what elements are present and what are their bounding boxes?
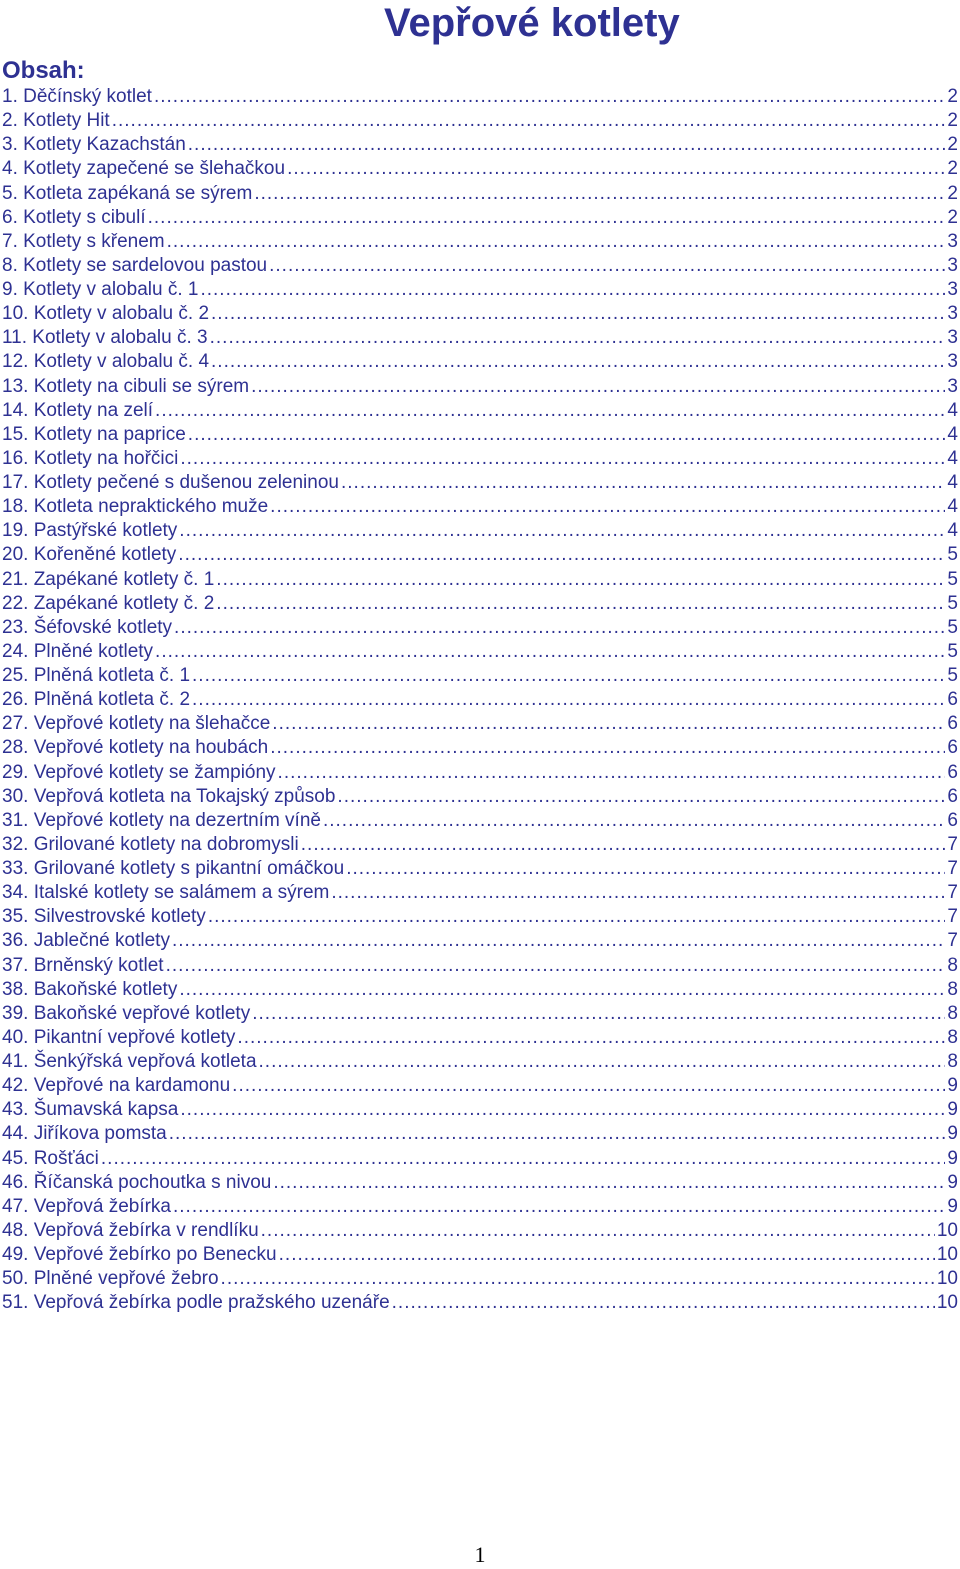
dot-leader [232,1075,945,1097]
toc-entry-label: 4. Kotlety zapečené se šlehačkou [2,158,286,180]
dot-leader [341,472,945,494]
toc-entry-page: 9 [947,1171,958,1193]
toc-entry-label: 6. Kotlety s cibulí [2,206,146,228]
dot-leader [155,641,945,663]
toc-entry-label: 20. Kořeněné kotlety [2,544,177,566]
dot-leader [254,183,945,205]
toc-entry[interactable] [2,1027,958,1051]
dot-leader [261,1220,935,1242]
dot-leader [112,110,946,132]
toc-entry-label: 23. Šéfovské kotlety [2,616,173,638]
toc-entry-label: 7. Kotlety s křenem [2,230,165,252]
toc-entry-label: 34. Italské kotlety se salámem a sýrem [2,882,330,904]
dot-leader [208,906,946,928]
toc-entry[interactable] [2,1003,958,1027]
toc-entry[interactable] [2,424,958,448]
toc-entry-page: 5 [947,640,958,662]
toc-entry-page: 10 [936,1219,958,1241]
toc-entry-label: 3. Kotlety Kazachstán [2,134,186,156]
toc-entry-label: 14. Kotlety na zelí [2,399,154,421]
toc-entry-page: 3 [947,327,958,349]
toc-entry-label: 42. Vepřové na kardamonu [2,1075,231,1097]
toc-entry[interactable] [2,834,958,858]
toc-entry[interactable] [2,1268,958,1292]
toc-entry-page: 8 [947,1051,958,1072]
toc-entry-page: 4 [947,472,958,493]
dot-leader [174,617,945,639]
toc-entry-label: 39. Bakoňské vepřové kotlety [2,1002,251,1024]
dot-leader [237,1027,945,1049]
toc-entry-page: 3 [947,351,958,373]
toc-entry[interactable] [2,472,958,496]
dot-leader [279,1244,935,1266]
toc-entry-page: 5 [947,616,958,638]
toc-entry-page: 2 [947,86,958,107]
dot-leader [269,255,945,277]
toc-entry-label: 43. Šumavská kapsa [2,1099,179,1121]
toc-entry[interactable] [2,134,958,158]
toc-entry[interactable] [2,713,958,737]
dot-leader [154,86,945,108]
toc-entry-page: 3 [947,230,958,252]
toc-entry[interactable] [2,930,958,954]
toc-entry[interactable] [2,762,958,786]
toc-entry-page: 8 [947,954,958,976]
toc-entry[interactable] [2,1244,958,1268]
dot-leader [148,207,946,229]
toc-entry-label: 44. Jiříkova pomsta [2,1123,167,1145]
toc-entry-page: 6 [947,785,958,807]
toc-entry[interactable] [2,255,958,279]
toc-entry-page: 9 [947,1075,958,1097]
dot-leader [167,231,946,253]
dot-leader [392,1292,935,1314]
toc-entry-label: 36. Jablečné kotlety [2,930,170,952]
toc-entry-label: 35. Silvestrovské kotlety [2,906,206,928]
toc-entry-page: 6 [947,737,958,759]
toc-entry[interactable] [2,979,958,1003]
toc-entry-page: 6 [947,809,958,831]
toc-entry-page: 10 [936,1292,958,1314]
toc-entry-label: 8. Kotlety se sardelovou pastou [2,254,268,276]
toc-entry[interactable] [2,448,958,472]
dot-leader [166,955,946,977]
toc-entry-label: 50. Plněné vepřové žebro [2,1268,219,1290]
dot-leader [101,1148,946,1170]
toc-entry[interactable] [2,1172,958,1196]
toc-entry[interactable] [2,1075,958,1099]
dot-leader [155,400,945,422]
toc-entry-label: 9. Kotlety v alobalu č. 1 [2,279,199,300]
toc-entry-label: 46. Říčanská pochoutka s nivou [2,1171,272,1193]
toc-entry-page: 3 [947,375,958,397]
toc-entry-page: 4 [947,399,958,421]
toc-entry-page: 4 [947,447,958,469]
toc-entry-label: 15. Kotlety na paprice [2,423,186,445]
dot-leader [169,1123,946,1145]
toc-entry[interactable] [2,303,958,327]
toc-entry-page: 8 [947,978,958,1000]
toc-entry[interactable] [2,569,958,593]
toc-entry-label: 51. Vepřová žebírka podle pražského uzenáře [2,1292,390,1314]
toc-entry-label: 21. Zapékané kotlety č. 1 [2,568,215,590]
toc-entry-label: 26. Plněná kotleta č. 2 [2,689,191,711]
toc-entry-page: 7 [947,930,958,952]
toc-entry[interactable] [2,858,958,882]
toc-entry-page: 2 [947,206,958,228]
toc-entry[interactable] [2,786,958,810]
toc-heading: Obsah: [2,57,85,84]
dot-leader [188,424,946,446]
toc-entry[interactable] [2,544,958,568]
toc-entry-label: 25. Plněná kotleta č. 1 [2,665,191,686]
dot-leader [251,376,945,398]
dot-leader [221,1268,935,1290]
toc-entry-label: 45. Rošťáci [2,1147,99,1169]
toc-entry[interactable] [2,183,958,207]
toc-entry-page: 4 [947,520,958,542]
toc-entry[interactable] [2,520,958,544]
dot-leader [179,979,945,1001]
toc-entry[interactable] [2,617,958,641]
toc-entry[interactable] [2,1051,958,1075]
toc-entry[interactable] [2,689,958,713]
dot-leader [252,1003,945,1025]
dot-leader [287,158,945,180]
toc-entry-label: 17. Kotlety pečené s dušenou zeleninou [2,472,339,493]
toc-entry-label: 13. Kotlety na cibuli se sýrem [2,375,250,397]
dot-leader [211,351,945,373]
toc-entry-page: 8 [947,1002,958,1024]
dot-leader [188,134,946,156]
dot-leader [180,448,945,470]
toc-entry-label: 16. Kotlety na hořčici [2,447,179,469]
toc-entry-page: 6 [947,689,958,711]
toc-entry-page: 8 [947,1026,958,1048]
dot-leader [180,1099,945,1121]
toc-entry[interactable] [2,810,958,834]
dot-leader [346,858,945,880]
toc-entry[interactable] [2,1220,958,1244]
toc-entry-label: 27. Vepřové kotlety na šlehačce [2,713,271,735]
toc-entry-page: 9 [947,1123,958,1145]
toc-entry-page: 10 [936,1244,958,1265]
dot-leader [331,882,945,904]
dot-leader [216,593,945,615]
toc-entry[interactable] [2,1196,958,1220]
toc-entry-label: 2. Kotlety Hit [2,110,110,132]
toc-entry[interactable] [2,207,958,231]
toc-entry-label: 1. Děčínský kotlet [2,86,152,107]
toc-entry[interactable] [2,1123,958,1147]
toc-entry-label: 48. Vepřová žebírka v rendlíku [2,1219,259,1241]
toc-entry-page: 3 [947,303,958,325]
dot-leader [192,689,945,711]
dot-leader [337,786,945,808]
toc-entry-label: 28. Vepřové kotlety na houbách [2,737,269,759]
toc-entry-label: 29. Vepřové kotlety se žampióny [2,761,276,783]
toc-entry[interactable] [2,158,958,182]
dot-leader [192,665,945,687]
toc-entry-page: 2 [947,134,958,156]
toc-entry-page: 2 [947,110,958,132]
dot-leader [211,303,945,325]
toc-entry[interactable] [2,86,958,110]
toc-entry-page: 3 [947,279,958,300]
toc-entry-label: 22. Zapékané kotlety č. 2 [2,592,215,614]
toc-entry-page: 5 [947,568,958,590]
dot-leader [323,810,945,832]
toc-entry-label: 47. Vepřová žebírka [2,1195,171,1217]
toc-entry-page: 7 [947,906,958,928]
toc-entry[interactable] [2,737,958,761]
toc-entry-label: 37. Brněnský kotlet [2,954,164,976]
dot-leader [173,1196,945,1218]
toc-entry-label: 49. Vepřové žebírko po Benecku [2,1244,277,1265]
toc-entry-label: 38. Bakoňské kotlety [2,978,178,1000]
toc-entry-page: 7 [947,882,958,904]
toc-entry-label: 30. Vepřová kotleta na Tokajský způsob [2,785,336,807]
toc-entry-page: 6 [947,761,958,783]
table-of-contents [2,86,958,1316]
toc-entry[interactable] [2,496,958,520]
toc-entry-label: 41. Šenkýřská vepřová kotleta [2,1051,257,1072]
toc-entry-page: 5 [947,665,958,686]
dot-leader [270,737,945,759]
toc-entry[interactable] [2,1148,958,1172]
toc-entry-page: 10 [936,1268,958,1290]
document-title: Vepřové kotlety [384,1,680,45]
toc-entry[interactable] [2,641,958,665]
toc-entry-page: 2 [947,158,958,180]
dot-leader [270,496,945,518]
dot-leader [272,713,945,735]
dot-leader [278,762,946,784]
toc-entry-label: 24. Plněné kotlety [2,640,154,662]
dot-leader [259,1051,946,1073]
toc-entry[interactable] [2,665,958,689]
toc-entry-label: 5. Kotleta zapékaná se sýrem [2,182,253,204]
toc-entry[interactable] [2,1292,958,1316]
toc-entry-label: 12. Kotlety v alobalu č. 4 [2,351,210,373]
toc-entry-label: 31. Vepřové kotlety na dezertním víně [2,809,321,831]
toc-entry[interactable] [2,593,958,617]
toc-entry-page: 6 [947,713,958,735]
page-number: 1 [474,1542,486,1567]
toc-entry[interactable] [2,110,958,134]
dot-leader [273,1172,945,1194]
dot-leader [216,569,945,591]
toc-entry-page: 9 [947,1147,958,1169]
toc-entry[interactable] [2,279,958,303]
toc-entry[interactable] [2,351,958,375]
dot-leader [179,520,945,542]
toc-entry[interactable] [2,327,958,351]
toc-entry[interactable] [2,1099,958,1123]
toc-entry-label: 40. Pikantní vepřové kotlety [2,1026,236,1048]
toc-entry-page: 7 [947,858,958,879]
toc-entry[interactable] [2,955,958,979]
toc-entry[interactable] [2,231,958,255]
toc-entry-page: 4 [947,423,958,445]
toc-entry[interactable] [2,906,958,930]
toc-entry-page: 9 [947,1195,958,1217]
dot-leader [172,930,945,952]
toc-entry-label: 10. Kotlety v alobalu č. 2 [2,303,210,325]
toc-entry-page: 9 [947,1099,958,1121]
toc-entry[interactable] [2,376,958,400]
toc-entry-label: 11. Kotlety v alobalu č. 3 [2,327,208,349]
toc-entry-label: 32. Grilované kotlety na dobromysli [2,833,299,855]
toc-entry[interactable] [2,400,958,424]
toc-entry-page: 5 [947,544,958,566]
toc-entry-label: 18. Kotleta nepraktického muže [2,496,269,518]
toc-entry-page: 3 [947,254,958,276]
toc-entry-page: 2 [947,182,958,204]
toc-entry-page: 4 [947,496,958,518]
toc-entry-page: 5 [947,592,958,614]
dot-leader [301,834,946,856]
dot-leader [200,279,945,301]
toc-entry-page: 7 [947,833,958,855]
toc-entry[interactable] [2,882,958,906]
toc-entry-label: 33. Grilované kotlety s pikantní omáčkou [2,858,345,879]
toc-entry-label: 19. Pastýřské kotlety [2,520,178,542]
dot-leader [178,544,945,566]
dot-leader [210,327,946,349]
